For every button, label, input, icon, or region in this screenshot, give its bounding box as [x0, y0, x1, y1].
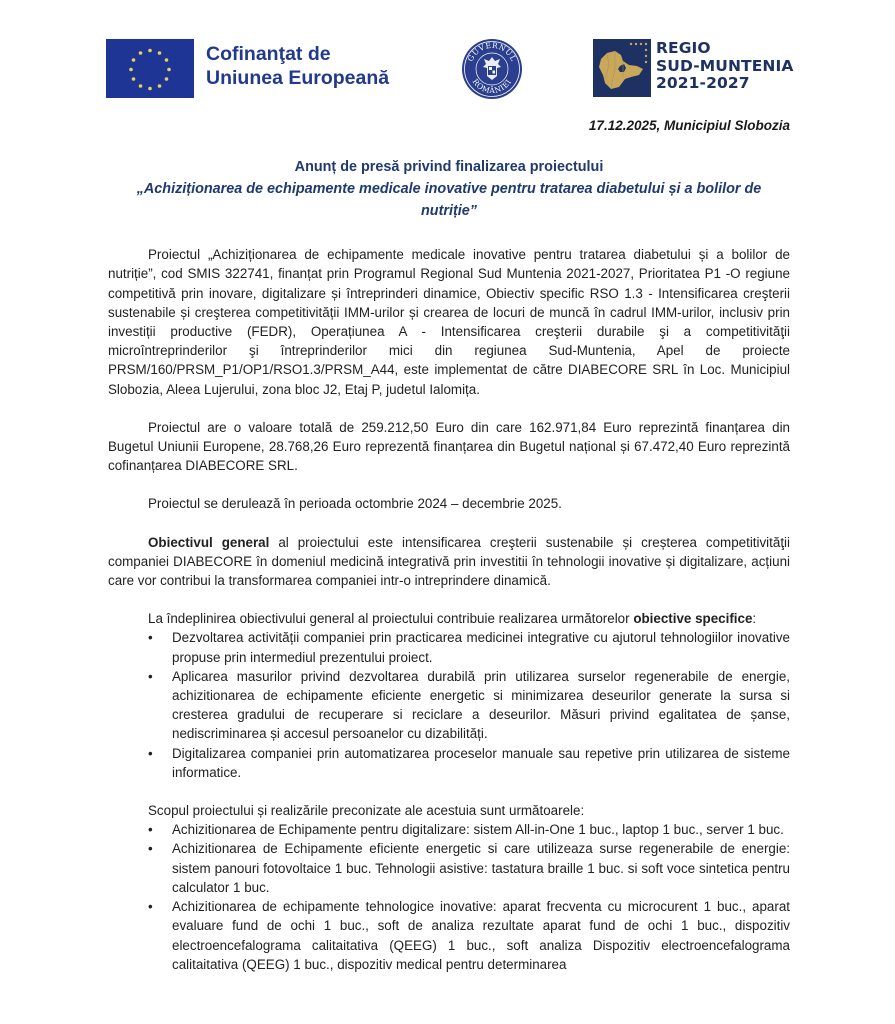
bullet-icon: • [148, 899, 153, 915]
list-item-text: Achizitionarea de echipamente tehnologice inovative: aparat frecventa cu microcurent 1 buc., aparat evaluare fund de ochi 1 buc., soft de analiza rezultate aparat fund de ochi 1 buc., dispozitiv electroencefalograma calitaitativa (QEEG) 1 buc., soft analiza Dispozitiv electroencefalograma calitaitativa (QEEG) 1 buc., dispozitiv medical pentru determinarea [172, 899, 790, 972]
paragraph-specific-objectives-intro [108, 609, 790, 628]
bullet-icon: • [148, 841, 153, 857]
bullet-icon: • [148, 630, 153, 646]
list-item [108, 820, 790, 839]
general-objective-label: Obiectivul general [148, 534, 270, 550]
svg-text:GUVERNUL: GUVERNUL [465, 40, 519, 63]
date-place: 17.12.2025, Municipiul Slobozia [588, 118, 790, 133]
bullet-icon: • [148, 822, 153, 838]
eu-text-line1: Cofinanţat de [206, 43, 331, 65]
specific-objectives-intro-text: La îndeplinirea obiectivului general al proiectului contribuie realizarea următorelor [148, 611, 634, 627]
list-item [108, 744, 790, 782]
list-item [108, 897, 790, 974]
regio-line2: SUD-MUNTENIA [656, 56, 794, 75]
list-item-text: Achizitionarea de Echipamente eficiente energetic si care utilizeaza surse regenerabile de energie: sistem panouri fotovoltaice 1 buc. Tehnologii asistive: tastatura braille 1 buc. si soft voce sintetica pentru calculator 1 buc. [172, 841, 790, 895]
regio-label [656, 40, 793, 93]
eu-flag-icon [106, 39, 194, 98]
paragraph-general-objective [108, 533, 790, 591]
title-line1: Anunț de presă privind finalizarea proiectului [294, 159, 604, 176]
list-item-text: Achizitionarea de Echipamente pentru digitalizare: sistem All-in-One 1 buc., laptop 1 buc., server 1 buc. [172, 822, 784, 838]
bullet-icon: • [148, 745, 153, 761]
svg-text:ROMÂNIEI: ROMÂNIEI [470, 77, 514, 96]
list-item-text: Dezvoltarea activității companiei prin practicarea medicinei integrative cu ajutorul tehnologiilor inovative propuse prin intermediul prezentului proiect. [172, 630, 790, 665]
colon: : [752, 611, 757, 627]
regio-line3: 2021-2027 [656, 74, 750, 92]
list-item [108, 628, 790, 666]
list-item [108, 667, 790, 744]
eu-text-line2: Uniunea Europeană [206, 67, 390, 89]
paragraph-project-description: Proiectul „Achiziționarea de echipamente medicale inovative pentru tratarea diabetului și a bolilor de nutriție”, cod SMIS 322741, finanțat prin Programul Regional Sud Muntenia 2021-2027, Prioritatea P1 -O regiune competitivă prin inovare, digitalizare și întreprinderi dinamice, Obiectiv specific RSO 1.3 - Intensificarea creşterii sustenabile și creşterea competitivității IMM-urilor și crearea de locuri de muncă în cadrul IMM-urilor, inclusiv prin investiții productive (FEDR), Operațiunea A - Intensificarea creşterii durabile şi a competitivităţii microîntreprinderilor şi întreprinderilor mici din regiunea Sud-Muntenia, Apel de proiecte PRSM/160/PRSM_P1/OP1/RSO1.3/PRSM_A44, este implementat de către DIABECORE SRL în Loc. Municipiul Slobozia, Aleea Lujerului, zona bloc J2, Etaj P, judetul Ialomița. [108, 247, 790, 397]
title-project-name: „Achiziționarea de echipamente medicale inovative pentru tratarea diabetului și a bolilor de nutriție” [136, 181, 762, 220]
press-release-document [108, 110, 790, 974]
document-title [108, 156, 790, 222]
bullet-icon: • [148, 668, 153, 684]
regio-sud-muntenia-map-icon [593, 39, 651, 97]
logo-header [0, 38, 895, 102]
paragraph-project-value: Proiectul are o valoare totală de 259.212,50 Euro din care 162.971,84 Euro reprezintă finanțarea din Bugetul Uniunii Europene, 28.768,26 Euro reprezentă finanțarea din Bugetul național și 67.472,40 Euro reprezintă cofinanțarea DIABECORE SRL. [108, 419, 790, 474]
list-item-text: Aplicarea masurilor privind dezvoltarea durabilă prin utilizarea surselor regenerabile de energie, achizitionarea de echipamente eficiente energetic si minimizarea deseurilor generate la sursa si cresterea gradului de recuperare si reciclare a deseurilor. Măsuri privind egalitatea de șanse, nediscriminarea și accesul persoanelor cu dizabilități. [172, 668, 790, 742]
regio-line1: REGIO [656, 39, 711, 57]
paragraph-project-period: Proiectul se derulează în perioada octombrie 2024 – decembrie 2025. [148, 496, 562, 512]
results-list [108, 820, 790, 974]
specific-objectives-list [108, 628, 790, 782]
paragraph-scope-intro: Scopul proiectului și realizările preconizate ale acestuia sunt următoarele: [148, 803, 585, 819]
general-objective-text: al proiectului este intensificarea creşterii sustenabile și creșterea competitivităţii companiei DIABECORE în domeniul medicină integrativă prin investitii în tehnologii inovative și digitalizare, acțiuni care vor contribui la transformarea companiei intr-o intreprindere dinamică. [108, 534, 790, 589]
specific-objectives-label: obiective specifice [633, 611, 753, 627]
romanian-government-seal-icon [461, 38, 523, 100]
list-item [108, 839, 790, 897]
list-item-text: Digitalizarea companiei prin automatizarea proceselor manuale sau repetive prin utilizarea de sisteme informatice. [172, 745, 790, 780]
eu-cofinanced-label [206, 42, 389, 90]
